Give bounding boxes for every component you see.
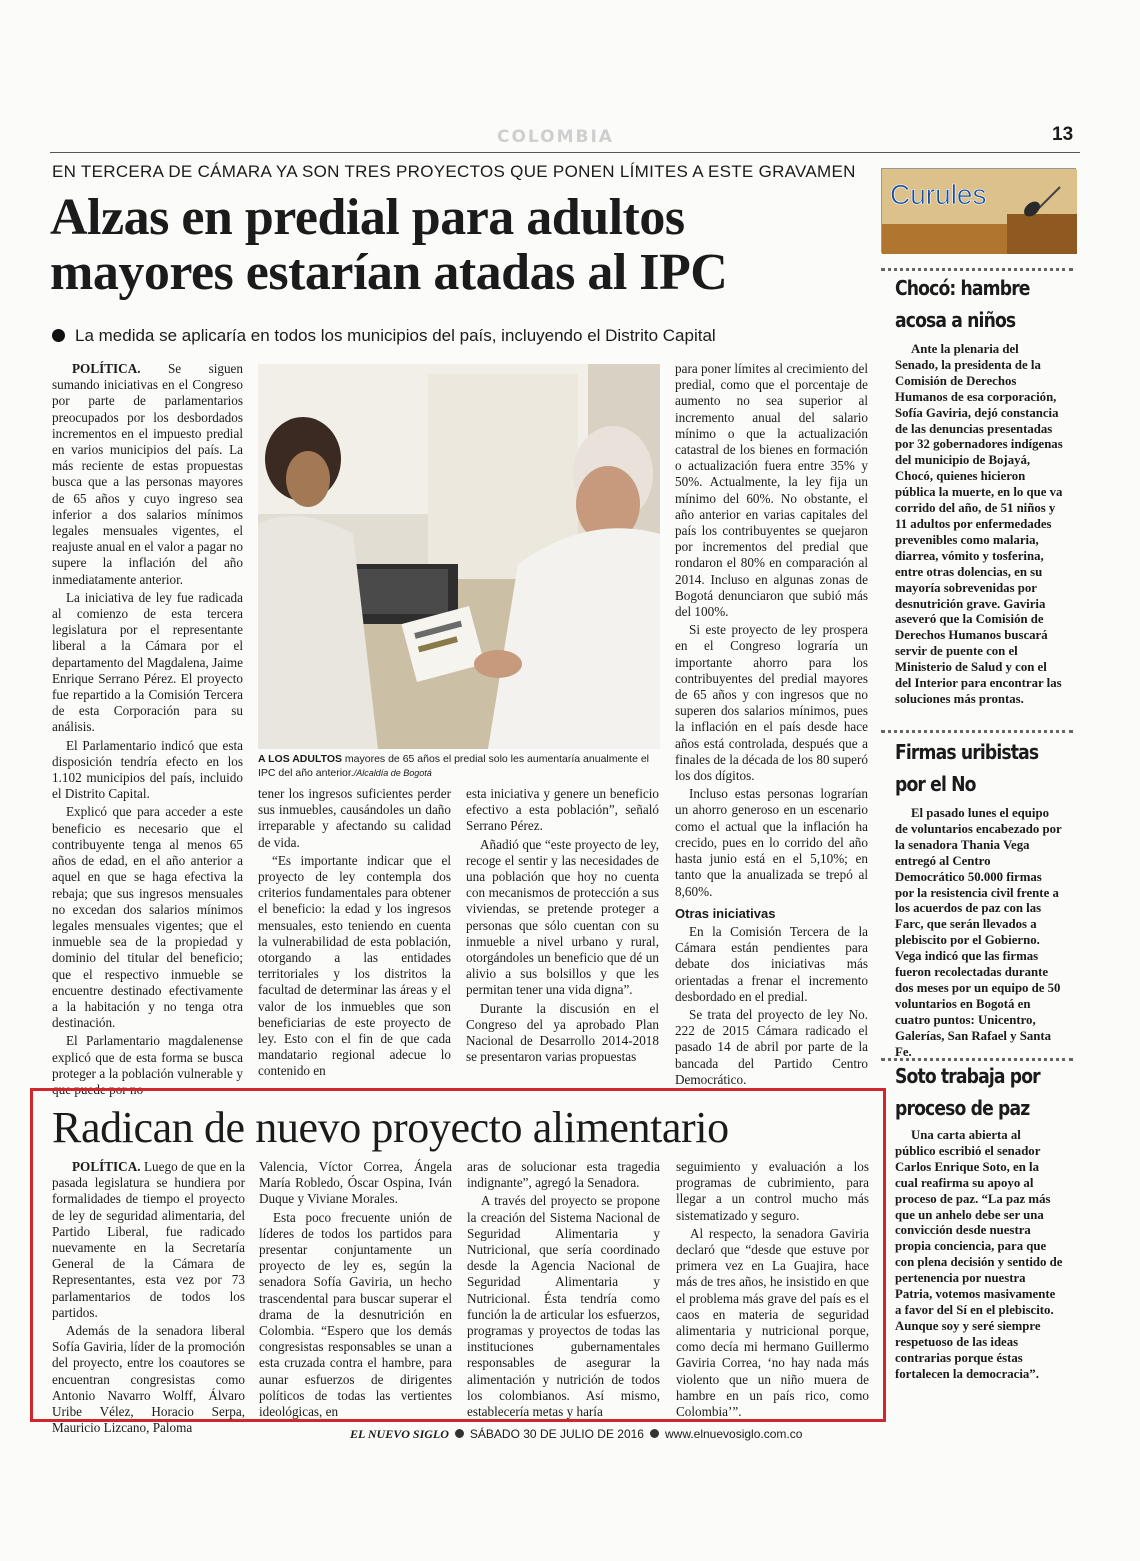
paragraph: tener los ingresos suficientes perder sus inmuebles, causándoles un daño irreparable y afectando su calidad de vida. bbox=[258, 786, 451, 850]
website-url: www.elnuevosiglo.com.co bbox=[664, 1427, 803, 1441]
second-article-column-3 bbox=[467, 1159, 660, 1420]
article-column-4 bbox=[675, 361, 868, 1087]
sidebar-paragraph: Una carta abierta al público escribió el senador Carlos Enrique Soto, en la cual reafirma su apoyo al proceso de paz. “La paz más que un anhelo debe ser una convicción desde nuestra propia conciencia, para que con plena decisión y sentido de pertenencia por nuestra Patria, votemos masivamente a favor del Sí en el plebiscito. Aunque soy y seré siempre respetuoso de las ideas contrarias porque éstas fortalecen la democracia”. bbox=[895, 1128, 1063, 1381]
sidebar-text-firmas bbox=[895, 806, 1063, 1058]
bullet-icon bbox=[52, 329, 65, 342]
paragraph: para poner límites al crecimiento del predial, como que el porcentaje de aumento no sea superior al incremento anual del salario mínimo o que la actualización catastral de los bienes en formación o actualización fuera entre 35% y 50%. Actualmente, la ley fija un mínimo del 60%. No obstante, el año anterior en varias capitales del país los contribuyentes se quejaron por incrementos del predial que rondaron el 80% en comparación al 2014. Incluso en algunas zonas de Bogotá denunciaron que subió más del 100%. bbox=[675, 361, 868, 620]
photo-credit: /Alcaldía de Bogotá bbox=[353, 768, 432, 778]
second-article-column-4 bbox=[676, 1159, 869, 1420]
sidebar-paragraph: El pasado lunes el equipo de voluntarios encabezado por la senadora Thania Vega entregó al Centro Democrático 50.000 firmas por la resistencia civil frente a los acuerdos de paz con las Farc, que serán llevados a plebiscito por el Gobierno. Vega indicó que las firmas fueron recolectadas durante dos meses por un equipo de 50 voluntarios en Bogotá en cuatro puntos: Unicentro, Galerías, San Rafael y Santa Fe. bbox=[895, 806, 1062, 1059]
paragraph: Si este proyecto de ley prospera en el Congreso lograría un importante ahorro para los contribuyentes del predial mayores de 65 años y con ingresos que no superen dos salarios mínimos, pues la inflación en el país desde hace años está controlada, después que a finales de la década de los 80 superó los dos dígitos. bbox=[675, 622, 868, 784]
sidebar-title-line: por el No bbox=[895, 772, 976, 796]
second-article-headline: Radican de nuevo proyecto alimentario bbox=[52, 1103, 729, 1152]
page-number: 13 bbox=[1052, 124, 1074, 145]
article-column-3 bbox=[466, 786, 659, 1082]
paragraph: El Parlamentario magdalenense explicó que de esta forma se busca proteger a la población vulnerable y que puede por no bbox=[52, 1033, 243, 1097]
sidebar-divider bbox=[881, 268, 1073, 271]
bullet-icon bbox=[650, 1429, 659, 1438]
paragraph: seguimiento y evaluación a los programas de cubrimiento, para llegar a un control mucho más sistematizado y seguro. bbox=[676, 1159, 869, 1223]
sidebar-paragraph: Ante la plenaria del Senado, la presidenta de la Comisión de Derechos Humanos de esa corporación, Sofía Gaviria, dejó constancia de las denuncias presentadas por 32 gobernadores indígenas del municipio de Bojayá, Chocó, quienes hicieron pública la muerte, en lo que va corrido del año, de 51 niños y 11 adultos por enfermedades prevenibles como malaria, diarrea, vómito y tosferina, entre otras dolencias, en su mayoría sobrevenidas por desnutrición grave. Gaviria aseveró que la Comisión de Derechos Humanos buscará servir de puente con el Ministerio de Salud y con el del Interior para encontrar las soluciones más prontas. bbox=[895, 342, 1063, 706]
sidebar-divider bbox=[881, 730, 1073, 733]
sidebar-title-firmas bbox=[895, 736, 1084, 800]
paragraph-text: Luego de que en la pasada legislatura se hundiera por formalidades de tiempo el proyecto de ley de seguridad alimentaria, del Partido Liberal, fue radicado nuevamente en la Secretaría General de la Cámara de Representantes, esta vez por 73 parlamentarios de todos los partidos. bbox=[52, 1159, 245, 1320]
top-divider bbox=[50, 152, 1080, 153]
logo-text: Curules bbox=[890, 179, 987, 210]
headline-line-1: Alzas en predial para adultos bbox=[50, 189, 685, 246]
article-kicker: EN TERCERA DE CÁMARA YA SON TRES PROYECTOS QUE PONEN LÍMITES A ESTE GRAVAMEN bbox=[52, 162, 856, 181]
newspaper-brand: EL NUEVO SIGLO bbox=[350, 1427, 449, 1441]
paragraph: aras de solucionar esta tragedia indignante”, agregó la Senadora. bbox=[467, 1159, 660, 1191]
section-title: COLOMBIA bbox=[497, 127, 614, 147]
issue-date: SÁBADO 30 DE JULIO DE 2016 bbox=[469, 1427, 644, 1441]
sidebar-title-line: proceso de paz bbox=[895, 1096, 1030, 1120]
curules-logo bbox=[881, 168, 1076, 253]
paragraph bbox=[52, 1159, 245, 1321]
caption-label: A LOS ADULTOS bbox=[258, 753, 342, 765]
paragraph: Al respecto, la senadora Gaviria declaró que “desde que estuve por primera vez en La Guajira, hace más de tres años, he insistido en que el problema más grave del país es el caos en materia de seguridad alimentaria y nutricional porque, como decía mi hermano Guillermo Gaviria Correa, ‘no hay nada más violento que un niño muera de hambre en un país rico, como Colombia’”. bbox=[676, 1225, 869, 1420]
caption-text: mayores de 65 años el predial solo les aumentaría anualmente el IPC del año anterior. bbox=[258, 753, 650, 779]
paragraph: Explicó que para acceder a este beneficio es necesario que el contribuyente tenga al menos 65 años de edad, en el año anterior a aquel en que se haga efectiva la rebaja; que sus ingresos mensuales no excedan dos salarios mínimos legales mensuales vigentes; que el inmueble sea de la propiedad y dominio del titular del beneficio; que el respectivo inmueble se encuentre destinado efectivamente a la habitación y no tenga otra destinación. bbox=[52, 804, 243, 1031]
sidebar-title-line: acosa a niños bbox=[895, 308, 1016, 332]
page-footer bbox=[350, 1427, 802, 1442]
paragraph: En la Comisión Tercera de la Cámara están pendientes para debate dos iniciativas más orientadas a frenar el incremento desbordado en el predial. bbox=[675, 923, 868, 1004]
paragraph: “Es importante indicar que el proyecto de ley contempla dos criterios fundamentales para obtener el beneficio: la edad y los ingresos mensuales, esto teniendo en cuenta la vulnerabilidad de esta población, otorgando a las entidades territoriales y los distritos la facultad de determinar las áreas y el valor de los inmuebles que son beneficiarias de este proyecto de ley. Esto con el fin de que cada mandatario regional adecue lo contenido en bbox=[258, 852, 451, 1079]
paragraph: esta iniciativa y genere un beneficio efectivo a esta población”, señaló Serrano Pérez. bbox=[466, 786, 659, 834]
article-photo bbox=[258, 364, 660, 749]
sidebar-title-line: Chocó: hambre bbox=[895, 276, 1030, 300]
sidebar-title-choco bbox=[895, 272, 1084, 336]
subhead-text: La medida se aplicaría en todos los municipios del país, incluyendo el Distrito Capital bbox=[75, 326, 716, 345]
sidebar-text-choco bbox=[895, 342, 1063, 720]
sidebar-title-line: Firmas uribistas bbox=[895, 740, 1039, 764]
photo-caption bbox=[258, 752, 660, 780]
headline-line-2: mayores estarían atadas al IPC bbox=[50, 244, 728, 301]
paragraph: El Parlamentario indicó que esta disposición tendría efecto en los 1.102 municipios del país, incluido el Distrito Capital. bbox=[52, 737, 243, 802]
paragraph-text: Se siguen sumando iniciativas en el Congreso por parte de parlamentarios preocupados por los desbordados incrementos en el impuesto predial en varios municipios del país. La más reciente de estas propuestas busca que a las personas mayores de 65 años y cuyo ingreso sea inferior a dos salarios mínimos legales mensuales vigentes, el reajuste anual en el valor a pagar no supere la inflación del año inmediatamente anterior. bbox=[52, 361, 243, 587]
dateline: POLÍTICA. bbox=[72, 361, 141, 376]
article-column-2 bbox=[258, 786, 451, 1082]
section-subheading: Otras iniciativas bbox=[675, 905, 776, 921]
paragraph: Durante la discusión en el Congreso del ya aprobado Plan Nacional de Desarrollo 2014-2018 se presentaron varias propuestas bbox=[466, 1000, 659, 1065]
paragraph: La iniciativa de ley fue radicada al comienzo de esta tercera legislatura por el representante liberal a la Cámara por el departamento del Magdalena, Jaime Enrique Serrano Pérez. El proyecto fue repartido a la Comisión Tercera de esta Corporación para su análisis. bbox=[52, 589, 243, 735]
paragraph: Además de la senadora liberal Sofía Gaviria, líder de la promoción del proyecto, entre los coautores se encuentran congresistas como Antonio Navarro Wolff, Álvaro Uribe Vélez, Horacio Serpa, Mauricio Lizcano, Paloma bbox=[52, 1323, 245, 1436]
office-photo-image bbox=[258, 364, 660, 749]
article-headline bbox=[50, 190, 860, 300]
paragraph: A través del proyecto se propone la creación del Sistema Nacional de Seguridad Alimentaria y Nutricional, que sería coordinado desde la Agencia Nacional de Seguridad Alimentaria y Nutricional. Ésta tendría como función la de articular los esfuerzos, programas y proyectos de todas las instituciones gubernamentales responsables de asegurar la alimentación y nutrición de todos los colombianos. Así mismo, establecería metas y haría bbox=[467, 1193, 660, 1420]
paragraph bbox=[52, 361, 243, 588]
dateline: POLÍTICA. bbox=[72, 1159, 141, 1174]
bullet-icon bbox=[455, 1429, 464, 1438]
second-article-column-2 bbox=[259, 1159, 452, 1420]
paragraph: Valencia, Víctor Correa, Ángela María Robledo, Óscar Ospina, Iván Duque y Viviane Morales. bbox=[259, 1159, 452, 1207]
sidebar-text-soto bbox=[895, 1128, 1063, 1418]
paragraph: Añadió que “este proyecto de ley, recoge el sentir y las necesidades de una población que hoy no cuenta con mecanismos de protección a sus viviendas, se pretende proteger a personas que sólo cuentan con su inmueble a nivel urbano y rural, otorgándoles un beneficio que dé un alivio a sus bolsillos y que les permitan tener una vida digna”. bbox=[466, 836, 659, 998]
article-column-1 bbox=[52, 361, 243, 1097]
paragraph: Incluso estas personas lograrían un ahorro generoso en un escenario como el actual que la inflación ha crecido, pues en lo corrido del año hasta junio está en el 5,10%; en tanto que la anualizada se trepó al 8,60%. bbox=[675, 786, 868, 899]
article-subhead bbox=[52, 326, 716, 346]
paragraph: Esta poco frecuente unión de líderes de todos los partidos para presentar conjuntamente un proyecto de ley es, según la senadora Sofía Gaviria, un hecho trascendental para buscar superar el drama de la desnutrición en Colombia. “Espero que los demás congresistas responsables se unan a esta cruzada contra el hambre, para aunar esfuerzos de dirigentes políticos de todas las vertientes ideológicas, en bbox=[259, 1209, 452, 1420]
second-article-column-1 bbox=[52, 1159, 245, 1436]
paragraph: Se trata del proyecto de ley No. 222 de 2015 Cámara radicado el pasado 14 de abril por parte de la bancada del Partido Centro Democrático. bbox=[675, 1006, 868, 1087]
sidebar-title-soto bbox=[895, 1060, 1084, 1124]
microphone-logo-image bbox=[882, 169, 1077, 254]
sidebar-title-line: Soto trabaja por bbox=[895, 1064, 1040, 1088]
